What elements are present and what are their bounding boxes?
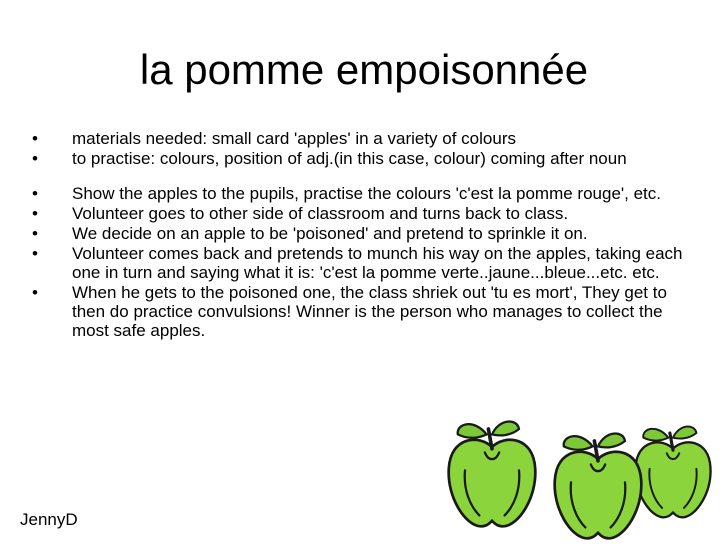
bullet-list bbox=[32, 129, 692, 340]
bullet-text: Volunteer goes to other side of classroom and turns back to class. bbox=[72, 204, 569, 223]
author-footer: JennyD bbox=[20, 510, 78, 529]
bullet-marker: • bbox=[32, 149, 38, 168]
bullet-text: Show the apples to the pupils, practise the colours 'c'est la pomme rouge', etc. bbox=[72, 184, 661, 203]
green-apples-illustration bbox=[438, 410, 728, 546]
apple-icon bbox=[635, 426, 710, 517]
bullet-item bbox=[32, 244, 692, 282]
bullet-text: to practise: colours, position of adj.(in this case, colour) coming after noun bbox=[72, 149, 627, 168]
bullet-text: We decide on an apple to be 'poisoned' and pretend to sprinkle it on. bbox=[72, 224, 588, 243]
bullet-marker: • bbox=[32, 129, 38, 148]
bullet-item bbox=[32, 149, 692, 168]
bullet-item bbox=[32, 224, 692, 243]
apple-icon bbox=[555, 433, 642, 538]
bullet-item bbox=[32, 129, 692, 148]
apple-icon bbox=[449, 421, 536, 526]
bullet-text: When he gets to the poisoned one, the class shriek out 'tu es mort', They get to then do practice convulsions! Winner is the person who manages to collect the most safe apples. bbox=[72, 283, 667, 340]
bullet-item bbox=[32, 184, 692, 203]
bullet-marker: • bbox=[32, 283, 38, 302]
bullet-marker: • bbox=[32, 244, 38, 263]
bullet-text: materials needed: small card 'apples' in a variety of colours bbox=[72, 129, 516, 148]
bullet-item bbox=[32, 283, 692, 340]
bullet-marker: • bbox=[32, 184, 38, 203]
bullet-marker: • bbox=[32, 204, 38, 223]
bullet-marker: • bbox=[32, 224, 38, 243]
slide-title: la pomme empoisonnée bbox=[139, 46, 589, 93]
bullet-item bbox=[32, 204, 692, 223]
bullet-text: Volunteer comes back and pretends to munch his way on the apples, taking each one in turn and saying what it is: 'c'est la pomme verte..jaune...bleue...etc. etc. bbox=[72, 244, 683, 282]
